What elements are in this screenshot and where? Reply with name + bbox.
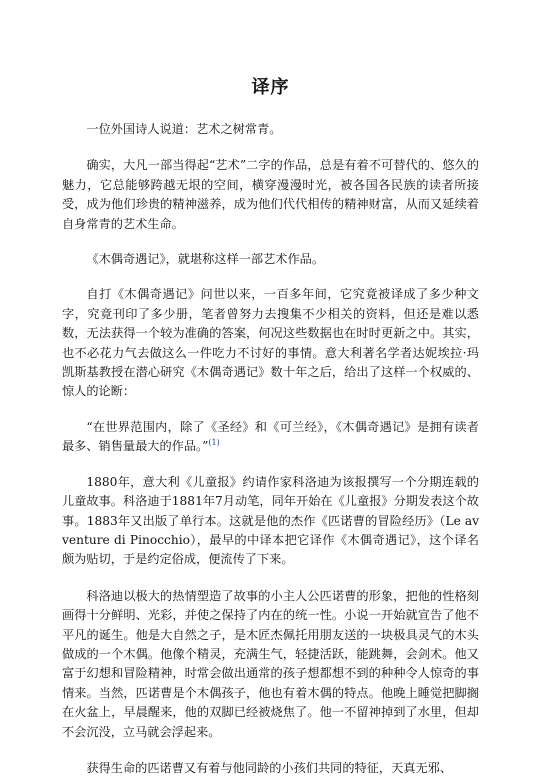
paragraph-3: 《木偶奇遇记》，就堪称这样一部艺术作品。 — [86, 252, 325, 267]
paragraph-1: 一位外国诗人说道：艺术之树常青。 — [86, 122, 282, 136]
quote-text: “在世界范围内，除了《圣经》和《可兰经》，《木偶奇遇记》是拥有读者最多、销售量最大的作品。” — [62, 419, 479, 454]
paragraph-2: 确实，大凡一部当得起“艺术”二字的作品，总是有着不可替代的、悠久的魅力，它总能够跨越无垠的空间，横穿漫漫时光，被各国各民族的读者所接受，成为他们珍贵的精神滋养，成为他们代代相传的精神财富，从而又延续着自身常青的艺术生命。 — [62, 158, 479, 231]
quote-paragraph — [62, 418, 479, 457]
paragraph-7: 科洛迪以极大的热情塑造了故事的小主人公匹诺曹的形象，把他的性格刻画得十分鲜明、光彩，并使之保持了内在的统一性。小说一开始就宣告了他不平凡的诞生。他是大自然之子，是木匠杰佩托用朋友送的一块极具灵气的木头做成的一个木偶。他像个精灵，充满生气，轻捷活跃，能跳舞，会剑术。他又富于幻想和冒险精神，时常会做出通常的孩子想都想不到的种种令人惊奇的事情来。当然，匹诺曹是个木偶孩子，他也有着木偶的特点。他晚上睡觉把脚搁在火盆上，早晨醒来，他的双脚已经被烧焦了。他一不留神掉到了水里，但却不会沉没，立马就会浮起来。 — [62, 588, 479, 739]
page-title: 译序 — [251, 77, 290, 98]
paragraph-8: 获得生命的匹诺曹又有着与他同龄的小孩们共同的特征，天真无邪、 — [86, 760, 453, 775]
footnote-marker[interactable]: (1) — [208, 438, 220, 448]
paragraph-4: 自打《木偶奇遇记》问世以来，一百多年间，它究竟被译成了多少种文字，究竟刊印了多少册，笔者曾努力去搜集不少相关的资料，但还是难以悉数，无法获得一个较为准确的答案，何况这些数据也在时时更新之中。其实，也不必花力气去做这么一件吃力不讨好的事情。意大利著名学者达妮埃拉·玛凯斯基教授在潜心研究《木偶奇遇记》数十年之后，给出了这样一个权威的、惊人的论断： — [62, 287, 479, 399]
paragraph-6: 1880年，意大利《儿童报》约请作家科洛迪为该报撰写一个分期连载的儿童故事。科洛迪于1881年7月动笔，同年开始在《儿童报》分期发表这个故事。1883年又出版了单行本。这就是他的杰作《匹诺曹的冒险经历》（Le avventure di Pinocchio），最早的中译本把它译作《木偶奇遇记》，这个译名颇为贴切，于是约定俗成，便流传了下来。 — [62, 474, 479, 567]
